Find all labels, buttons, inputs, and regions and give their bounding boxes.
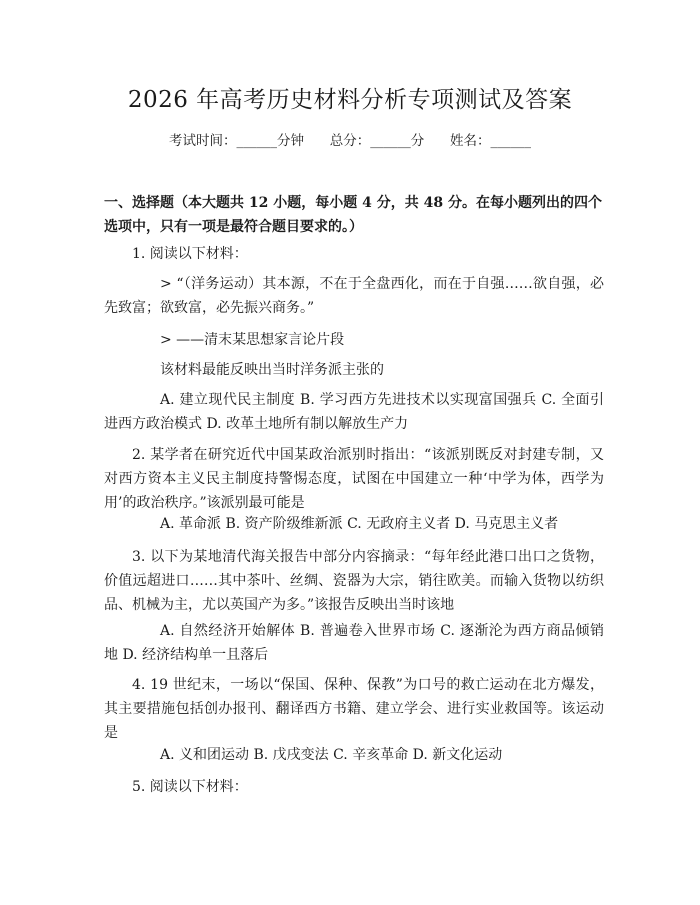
question-1-options: A. 建立现代民主制度 B. 学习西方先进技术以实现富国强兵 C. 全面引进西方政治模式 D. 改革土地所有制以解放生产力 [104,392,604,432]
question-1-stem: 该材料最能反映出当时洋务派主张的 [160,362,384,378]
page-title: 2026 年高考历史材料分析专项测试及答案 [127,87,573,113]
exam-meta-line: 考试时间：______分钟 总分：______分 姓名：______ [169,133,531,149]
question-2-options: A. 革命派 B. 资产阶级维新派 C. 无政府主义者 D. 马克思主义者 [160,516,559,532]
question-2-stem: 2. 某学者在研究近代中国某政治派别时指出：“该派别既反对封建专制，又对西方资本主义民主制度持警惕态度，试图在中国建立一种‘中学为体，西学为用’的政治秩序。”该派别最可能是 [104,447,604,511]
question-4-stem: 4. 19 世纪末，一场以“保国、保种、保教”为口号的救亡运动在北方爆发，其主要措施包括创办报刊、翻译西方书籍、建立学会、进行实业救国等。该运动是 [104,677,604,741]
section-heading: 一、选择题（本大题共 12 小题，每小题 4 分，共 48 分。在每小题列出的四个选项中，只有一项是最符合题目要求的。） [104,195,602,235]
question-1-quote: > “（洋务运动）其本源，不在于全盘西化，而在于自强……欲自强，必先致富；欲致富，必先振兴商务。” [104,276,604,316]
question-1-source: > ——清末某思想家言论片段 [160,332,345,348]
question-5-intro: 5. 阅读以下材料： [132,779,248,795]
question-1-intro: 1. 阅读以下材料： [132,246,248,262]
question-3-options: A. 自然经济开始解体 B. 普遍卷入世界市场 C. 逐渐沦为西方商品倾销地 D. 经济结构单一且落后 [104,623,604,663]
question-3-stem: 3. 以下为某地清代海关报告中部分内容摘录：“每年经此港口出口之货物，价值远超进口……其中茶叶、丝绸、瓷器为大宗，销往欧美。而输入货物以纺织品、机械为主，尤以英国产为多。”该报告反映出当时该地 [104,549,604,613]
question-4-options: A. 义和团运动 B. 戊戌变法 C. 辛亥革命 D. 新文化运动 [160,747,503,763]
